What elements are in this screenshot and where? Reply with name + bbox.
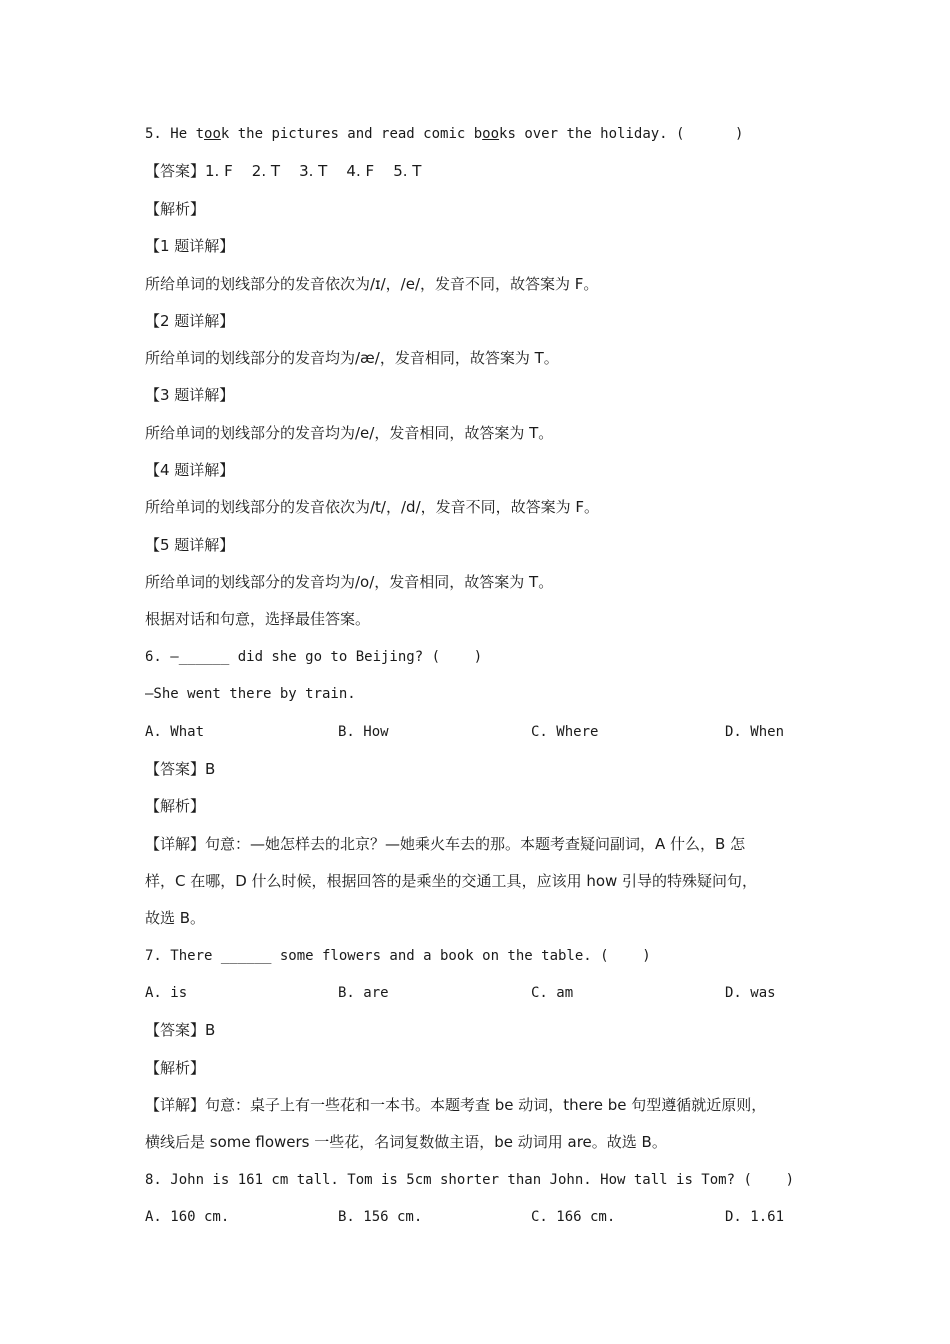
q6-detail-line-1: 【详解】句意：—她怎样去的北京？—她乘火车去的那。本题考查疑问副词，A 什么，B 怎: [145, 835, 746, 853]
answer-line-1-5: 【答案】1. F 2. T 3. T 4. F 5. T: [145, 162, 422, 180]
q5-text-a: 5. He t: [145, 126, 205, 142]
q5-underlined-a: oo: [204, 126, 221, 142]
question-6-stem: 6. —______ did she go to Beijing? ( ): [145, 649, 483, 665]
q8-option-a: A. 160 cm.: [145, 1209, 230, 1225]
question-8-stem: 8. John is 161 cm tall. Tom is 5cm shorter than John. How tall is Tom? ( ): [145, 1172, 795, 1188]
q5-text-b: k the pictures and read comic b: [220, 126, 483, 142]
q7-option-c: C. am: [531, 985, 574, 1001]
q6-option-a: A. What: [145, 724, 205, 740]
question-6-reply: —She went there by train.: [145, 686, 356, 702]
q7-option-d: D. was: [725, 985, 776, 1001]
q6-answer: 【答案】B: [145, 760, 216, 778]
detail-3-text: 所给单词的划线部分的发音均为/e/，发音相同，故答案为 T。: [145, 424, 554, 442]
detail-4-label: 【4 题详解】: [145, 461, 235, 479]
analysis-label: 【解析】: [145, 200, 206, 218]
detail-4-text: 所给单词的划线部分的发音依次为/t/，/d/，发音不同，故答案为 F。: [145, 498, 600, 516]
q6-option-d: D. When: [725, 724, 785, 740]
q7-option-a: A. is: [145, 985, 188, 1001]
detail-1-text: 所给单词的划线部分的发音依次为/ɪ/，/e/，发音不同，故答案为 F。: [145, 275, 599, 293]
q6-analysis-label: 【解析】: [145, 797, 206, 815]
detail-1-label: 【1 题详解】: [145, 237, 235, 255]
question-5: [145, 124, 743, 144]
q8-option-d: D. 1.61: [725, 1209, 785, 1225]
q5-underlined-b: oo: [482, 126, 500, 142]
detail-2-label: 【2 题详解】: [145, 312, 235, 330]
section-instruction: 根据对话和句意，选择最佳答案。: [145, 610, 371, 628]
q7-answer: 【答案】B: [145, 1021, 216, 1039]
q7-detail-line-2: 横线后是 some flowers 一些花，名词复数做主语，be 动词用 are。故选 B。: [145, 1133, 667, 1151]
q6-detail-line-3: 故选 B。: [145, 909, 206, 927]
q6-detail-line-2: 样，C 在哪，D 什么时候，根据回答的是乘坐的交通工具，应该用 how 引导的特殊疑问句，: [145, 872, 758, 890]
q7-detail-line-1: 【详解】句意：桌子上有一些花和一本书。本题考查 be 动词，there be 句型遵循就近原则，: [145, 1096, 767, 1114]
q8-option-c: C. 166 cm.: [531, 1209, 616, 1225]
q7-option-b: B. are: [338, 985, 389, 1001]
q7-analysis-label: 【解析】: [145, 1059, 206, 1077]
q5-text-c: ks over the holiday. ( ): [499, 126, 744, 142]
detail-5-label: 【5 题详解】: [145, 536, 235, 554]
detail-5-text: 所给单词的划线部分的发音均为/o/，发音相同，故答案为 T。: [145, 573, 554, 591]
q6-option-b: B. How: [338, 724, 389, 740]
detail-2-text: 所给单词的划线部分的发音均为/æ/，发音相同，故答案为 T。: [145, 349, 559, 367]
q8-option-b: B. 156 cm.: [338, 1209, 423, 1225]
detail-3-label: 【3 题详解】: [145, 386, 235, 404]
question-7-stem: 7. There ______ some flowers and a book on the table. ( ): [145, 948, 651, 964]
q6-option-c: C. Where: [531, 724, 599, 740]
